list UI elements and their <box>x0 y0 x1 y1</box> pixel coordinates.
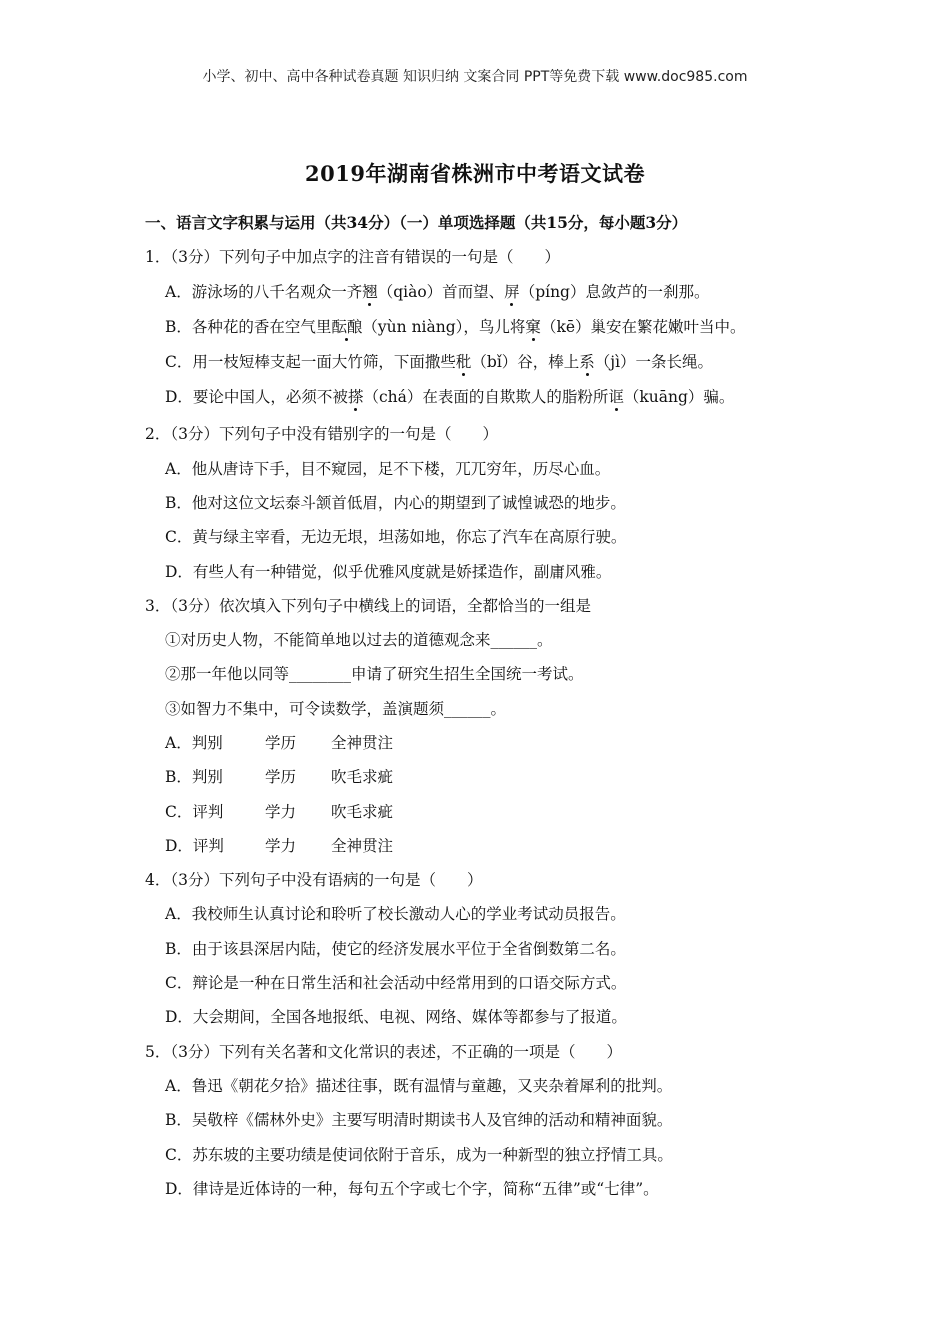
question-1-option-d <box>165 385 734 407</box>
option-word: 学力 <box>265 837 297 855</box>
question-4-option-b: B．由于该县深居内陆，使它的经济发展水平位于全省倒数第二名。 <box>165 940 626 958</box>
dotted-char: 窠 <box>525 318 541 336</box>
dotted-char: 诓 <box>608 388 624 406</box>
option-text: （chá）在表面的自欺欺人的脂粉所 <box>363 388 609 406</box>
option-text: D．要论中国人，必须不被 <box>165 388 348 406</box>
section-heading: 一、语言文字积累与运用（共34分）（一）单项选择题（共15分，每小题3分） <box>145 213 688 232</box>
option-text: A．游泳场的八千名观众一齐 <box>165 283 363 301</box>
question-2-option-a: A．他从唐诗下手，目不窥园，足不下楼，兀兀穷年，历尽心血。 <box>165 460 611 478</box>
option-text: （yùn niàng），鸟儿将 <box>362 318 526 336</box>
option-word: 吹毛求疵 <box>331 768 394 786</box>
exam-title: 2019年湖南省株洲市中考语文试卷 <box>305 161 645 186</box>
dotted-char: 搽 <box>347 388 364 406</box>
question-1-option-c <box>165 350 713 372</box>
question-3-option-d <box>165 834 393 856</box>
option-word: 学历 <box>265 734 297 752</box>
option-word: 学历 <box>265 768 297 786</box>
question-5-option-b: B．吴敬梓《儒林外史》主要写明清时期读书人及官绅的活动和精神面貌。 <box>165 1111 673 1129</box>
dotted-char: 系 <box>579 353 595 371</box>
option-text: （kē）巢安在繁花嫩叶当中。 <box>540 318 746 336</box>
site-watermark: 小学、初中、高中各种试卷真题 知识归纳 文案合同 PPT等免费下载 www.doc985.com <box>202 69 748 85</box>
option-word: A．判别 <box>165 734 223 752</box>
question-4-option-c: C．辩论是一种在日常生活和社会活动中经常用到的口语交际方式。 <box>165 974 627 992</box>
option-text: B．各种花的香在空气里 <box>165 318 332 336</box>
question-3-option-c <box>165 800 393 822</box>
question-3-sentence-2: ②那一年他以同等________申请了研究生招生全国统一考试。 <box>165 665 584 683</box>
option-text: （jì）一条长绳。 <box>594 353 714 371</box>
question-2-option-c: C．黄与绿主宰看，无边无垠，坦荡如地，你忘了汽车在高原行驶。 <box>165 528 627 546</box>
option-text: （píng）息敛芦的一刹那。 <box>519 283 710 301</box>
question-3-option-b <box>165 765 393 787</box>
option-word: C．评判 <box>165 803 224 821</box>
question-5-option-a: A．鲁迅《朝花夕拾》描述往事，既有温情与童趣，又夹杂着犀利的批判。 <box>165 1077 673 1095</box>
question-5-option-c: C．苏东坡的主要功绩是使词依附于音乐，成为一种新型的独立抒情工具。 <box>165 1146 673 1164</box>
option-word: 学力 <box>265 803 297 821</box>
option-word: B．判别 <box>165 768 223 786</box>
question-5-stem: 5．（3分）下列有关名著和文化常识的表述，不正确的一项是（ ） <box>145 1043 622 1061</box>
dotted-char: 屏 <box>504 283 520 301</box>
question-3-sentence-3: ③如智力不集中，可令读数学，盖演题须______。 <box>165 700 507 718</box>
question-2-option-d: D．有些人有一种错觉，似乎优雅风度就是娇揉造作，副庸风雅。 <box>165 563 612 581</box>
question-4-option-a: A．我校师生认真讨论和聆听了校长激动人心的学业考试动员报告。 <box>165 905 626 923</box>
question-2-option-b: B．他对这位文坛泰斗颔首低眉，内心的期望到了诚惶诚恐的地步。 <box>165 494 626 512</box>
option-word: 全神贯注 <box>331 734 394 752</box>
option-text: （kuāng）骗。 <box>623 388 735 406</box>
question-3-sentence-1: ①对历史人物，不能简单地以过去的道德观念来______。 <box>165 631 553 649</box>
dotted-char: 秕 <box>455 353 472 371</box>
option-text: （qiào）首而望、 <box>377 283 505 301</box>
question-4-stem: 4．（3分）下列句子中没有语病的一句是（ ） <box>145 871 483 889</box>
question-1-stem: 1．（3分）下列句子中加点字的注音有错误的一句是（ ） <box>145 248 560 266</box>
option-text: （bǐ）谷，棒上 <box>471 353 580 371</box>
option-word: 吹毛求疵 <box>331 803 394 821</box>
question-4-option-d: D．大会期间，全国各地报纸、电视、网络、媒体等都参与了报道。 <box>165 1008 627 1026</box>
question-1-option-a <box>165 280 709 302</box>
question-5-option-d: D．律诗是近体诗的一种，每句五个字或七个字，简称“五律”或“七律”。 <box>165 1180 659 1198</box>
question-1-option-b <box>165 315 746 337</box>
question-2-stem: 2．（3分）下列句子中没有错别字的一句是（ ） <box>145 425 498 443</box>
question-3-option-a <box>165 731 393 753</box>
option-text: C．用一枝短棒支起一面大竹筛，下面撒些 <box>165 353 456 371</box>
dotted-char: 酝酿 <box>331 318 363 336</box>
option-word: D．评判 <box>165 837 224 855</box>
question-3-stem: 3．（3分）依次填入下列句子中横线上的词语，全都恰当的一组是 <box>145 597 591 615</box>
option-word: 全神贯注 <box>331 837 394 855</box>
dotted-char: 翘 <box>362 283 378 301</box>
